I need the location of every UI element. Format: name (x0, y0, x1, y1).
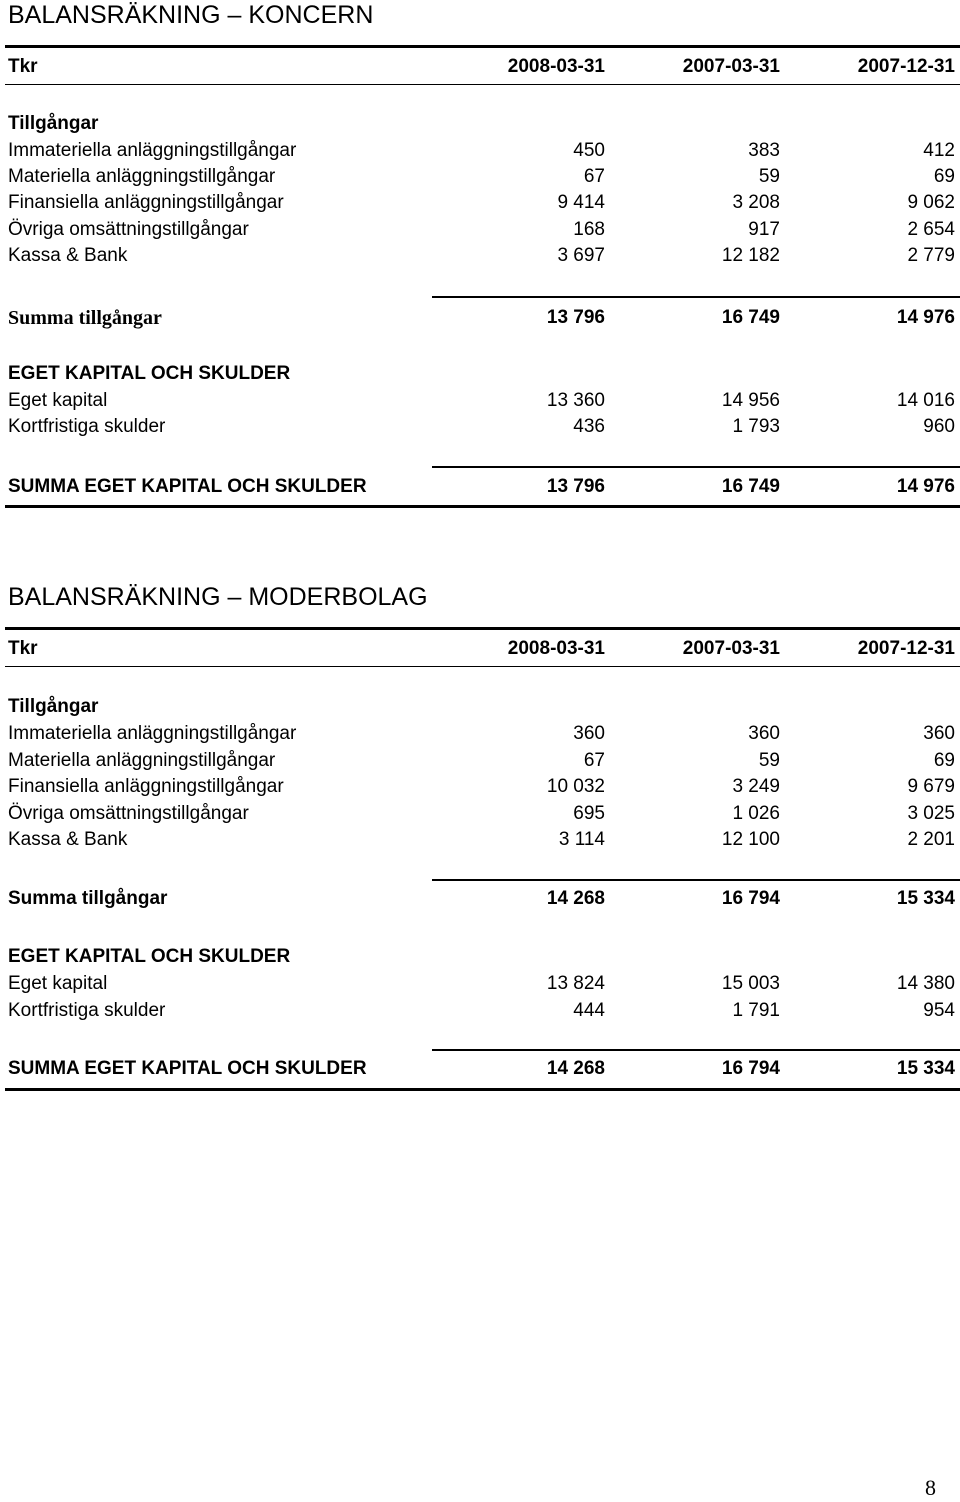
cell-value: 13 824 (546, 973, 605, 994)
cell-value: 69 (933, 166, 955, 187)
cell-value: 15 003 (721, 973, 780, 994)
group-heading-label: Tillgångar (8, 696, 99, 717)
cell-value: 14 956 (721, 390, 780, 411)
table-row (0, 138, 960, 164)
cell-value: 13 796 (546, 476, 605, 497)
cell-value: 12 100 (721, 829, 780, 850)
cell-value: 3 249 (732, 776, 780, 797)
cell-value: 12 182 (721, 245, 780, 266)
column-date: 2007-12-31 (857, 56, 955, 77)
subtotal-rule (432, 296, 960, 298)
section-title: BALANSRÄKNING – KONCERN (8, 1, 374, 29)
cell-value: 2 201 (907, 829, 955, 850)
cell-value: 3 025 (907, 803, 955, 824)
row-label: Immateriella anläggningstillgångar (8, 140, 297, 161)
cell-value: 67 (583, 166, 605, 187)
cell-value: 14 016 (896, 390, 955, 411)
subtotal-row (0, 305, 960, 331)
row-label: Övriga omsättningstillgångar (8, 219, 249, 240)
cell-value: 3 208 (732, 192, 780, 213)
cell-value: 59 (758, 166, 780, 187)
cell-value: 69 (933, 750, 955, 771)
row-label: Finansiella anläggningstillgångar (8, 192, 284, 213)
cell-value: 436 (573, 416, 605, 437)
cell-value: 2 654 (907, 219, 955, 240)
cell-value: 2 779 (907, 245, 955, 266)
cell-value: 13 360 (546, 390, 605, 411)
group-heading (0, 944, 960, 970)
divider (5, 45, 960, 48)
cell-value: 14 976 (896, 476, 955, 497)
cell-value: 15 334 (896, 888, 955, 909)
cell-value: 954 (923, 1000, 955, 1021)
row-label: Övriga omsättningstillgångar (8, 803, 249, 824)
cell-value: 13 796 (546, 307, 605, 328)
subtotal-rule (432, 1049, 960, 1051)
cell-value: 383 (748, 140, 780, 161)
row-label: Immateriella anläggningstillgångar (8, 723, 297, 744)
total-rule (5, 1088, 960, 1091)
row-label: Summa tillgångar (8, 888, 168, 909)
table-row (0, 774, 960, 800)
cell-value: 917 (748, 219, 780, 240)
cell-value: 3 114 (558, 829, 605, 850)
group-heading (0, 694, 960, 720)
total-rule (5, 505, 960, 508)
table-row (0, 414, 960, 440)
cell-value: 412 (923, 140, 955, 161)
row-label: Eget kapital (8, 390, 108, 411)
column-date: 2007-03-31 (682, 638, 780, 659)
row-label: Materiella anläggningstillgångar (8, 166, 276, 187)
cell-value: 360 (573, 723, 605, 744)
row-label: Kassa & Bank (8, 829, 128, 850)
page-number: 8 (925, 1475, 936, 1500)
row-label: Eget kapital (8, 973, 108, 994)
cell-value: 1 791 (732, 1000, 780, 1021)
row-label: Finansiella anläggningstillgångar (8, 776, 284, 797)
cell-value: 16 794 (721, 1058, 780, 1079)
table-row (0, 388, 960, 414)
cell-value: 15 334 (896, 1058, 955, 1079)
cell-value: 9 679 (907, 776, 955, 797)
column-header-row (0, 54, 960, 80)
cell-value: 1 026 (732, 803, 780, 824)
row-label: SUMMA EGET KAPITAL OCH SKULDER (8, 476, 367, 497)
cell-value: 360 (748, 723, 780, 744)
cell-value: 9 062 (907, 192, 955, 213)
unit-label: Tkr (8, 56, 38, 77)
divider (5, 666, 960, 667)
row-label: Kortfristiga skulder (8, 416, 166, 437)
subtotal-row (0, 886, 960, 912)
cell-value: 450 (573, 140, 605, 161)
column-date: 2007-03-31 (682, 56, 780, 77)
section-title: BALANSRÄKNING – MODERBOLAG (8, 583, 428, 611)
cell-value: 16 749 (721, 476, 780, 497)
table-row (0, 998, 960, 1024)
cell-value: 67 (583, 750, 605, 771)
cell-value: 14 976 (896, 307, 955, 328)
subtotal-rule (432, 466, 960, 468)
table-row (0, 748, 960, 774)
cell-value: 168 (573, 219, 605, 240)
column-header-row (0, 636, 960, 662)
total-row (0, 1056, 960, 1082)
table-row (0, 217, 960, 243)
group-heading-label: EGET KAPITAL OCH SKULDER (8, 946, 291, 967)
cell-value: 59 (758, 750, 780, 771)
column-date: 2007-12-31 (857, 638, 955, 659)
row-label: Kortfristiga skulder (8, 1000, 166, 1021)
table-row (0, 971, 960, 997)
row-label: Materiella anläggningstillgångar (8, 750, 276, 771)
group-heading-label: EGET KAPITAL OCH SKULDER (8, 363, 291, 384)
divider (5, 84, 960, 85)
row-label: SUMMA EGET KAPITAL OCH SKULDER (8, 1058, 367, 1079)
group-heading (0, 361, 960, 387)
cell-value: 14 268 (546, 1058, 605, 1079)
row-label: Summa tillgångar (8, 307, 162, 329)
unit-label: Tkr (8, 638, 38, 659)
cell-value: 14 268 (546, 888, 605, 909)
table-row (0, 243, 960, 269)
cell-value: 1 793 (732, 416, 780, 437)
cell-value: 444 (573, 1000, 605, 1021)
cell-value: 9 414 (557, 192, 605, 213)
group-heading-label: Tillgångar (8, 113, 99, 134)
subtotal-rule (432, 879, 960, 881)
total-row (0, 474, 960, 500)
cell-value: 695 (573, 803, 605, 824)
cell-value: 16 794 (721, 888, 780, 909)
group-heading (0, 111, 960, 137)
cell-value: 3 697 (557, 245, 605, 266)
cell-value: 16 749 (721, 307, 780, 328)
column-date: 2008-03-31 (507, 638, 605, 659)
table-row (0, 721, 960, 747)
cell-value: 960 (923, 416, 955, 437)
cell-value: 360 (923, 723, 955, 744)
table-row (0, 164, 960, 190)
divider (5, 627, 960, 630)
cell-value: 14 380 (896, 973, 955, 994)
row-label: Kassa & Bank (8, 245, 128, 266)
cell-value: 10 032 (546, 776, 605, 797)
table-row (0, 190, 960, 216)
table-row (0, 827, 960, 853)
column-date: 2008-03-31 (507, 56, 605, 77)
table-row (0, 801, 960, 827)
